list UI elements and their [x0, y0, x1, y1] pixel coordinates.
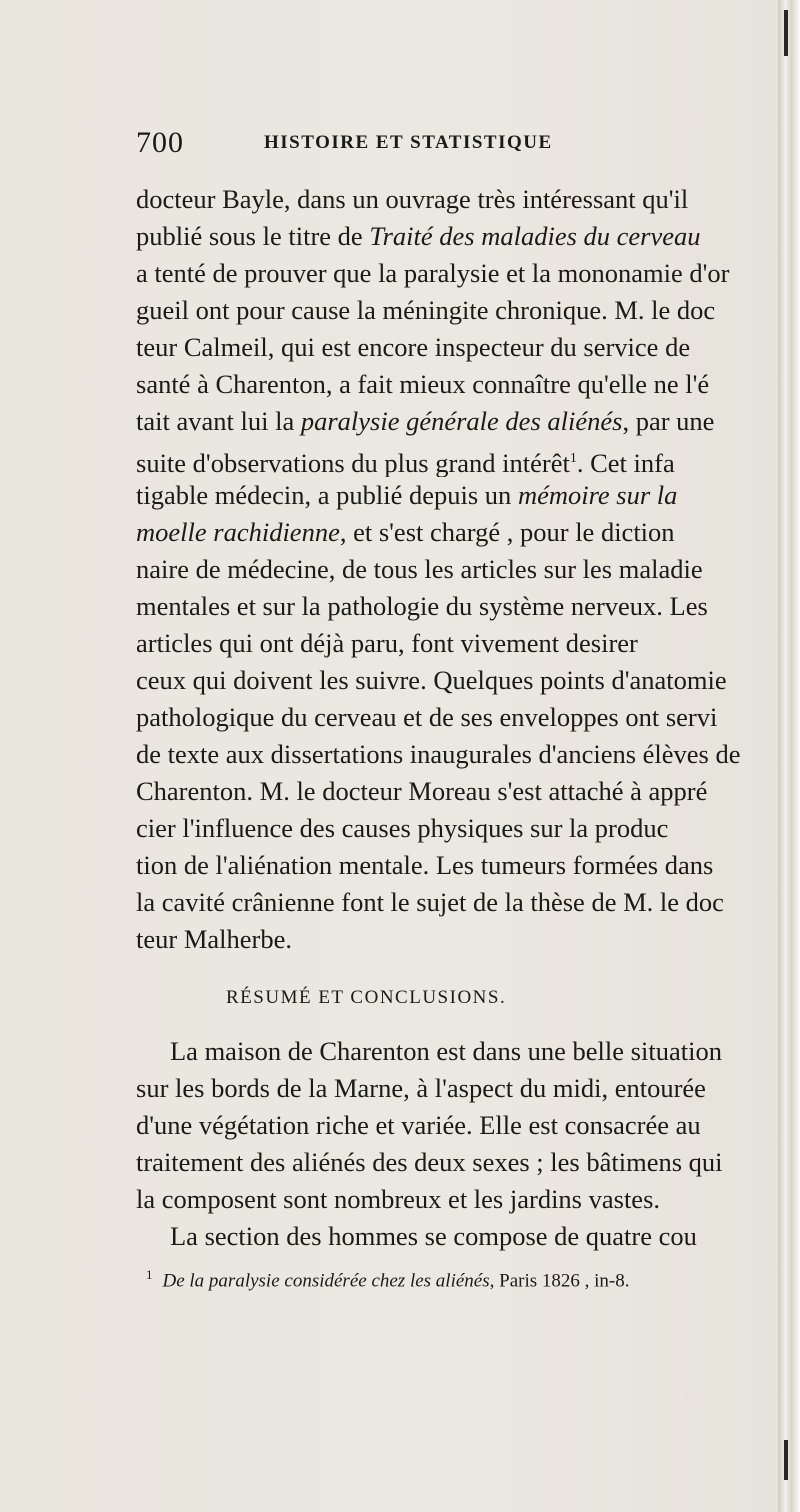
- text-line: tion de l'aliénation mentale. Les tumeurs formées dans: [136, 850, 714, 880]
- text-line: publié sous le titre de Traité des maladies du cerveau: [136, 221, 701, 251]
- text-line: La section des hommes se compose de quatre cou: [170, 1221, 697, 1251]
- page-edge: [778, 0, 800, 1512]
- text-line: La maison de Charenton est dans une belle situation: [170, 1036, 722, 1066]
- text-line: de texte aux dissertations inaugurales d'anciens élèves de: [136, 739, 741, 769]
- text-line: moelle rachidienne, et s'est chargé , pour le diction: [136, 517, 675, 547]
- footnote-rest: , Paris 1826 , in-8.: [489, 1270, 630, 1292]
- text-line: sur les bords de la Marne, à l'aspect du midi, entourée: [136, 1073, 706, 1103]
- page-number: 700: [136, 126, 184, 159]
- book-title: mémoire sur la: [517, 480, 678, 510]
- text-line: suite d'observations du plus grand intérêt$^1$. Cet infa: [136, 447, 675, 477]
- book-title: moelle rachidienne: [136, 517, 340, 547]
- book-title: paralysie générale des aliénés: [300, 406, 623, 436]
- text-line: tigable médecin, a publié depuis un mémoire sur la: [136, 480, 678, 510]
- page-header: [136, 126, 736, 166]
- text-line: cier l'influence des causes physiques sur la produc: [136, 813, 669, 843]
- text-line: gueil ont pour cause la méningite chronique. M. le doc: [136, 295, 716, 325]
- text-line: articles qui ont déjà paru, font vivement desirer: [136, 628, 638, 658]
- text-line: Charenton. M. le docteur Moreau s'est attaché à appré: [136, 776, 708, 806]
- text-line: tait avant lui la paralysie générale des aliénés, par une: [136, 406, 715, 436]
- text-line: santé à Charenton, a fait mieux connaître qu'elle ne l'é: [136, 369, 710, 399]
- text-line: ceux qui doivent les suivre. Quelques points d'anatomie: [136, 665, 727, 695]
- book-title: Traité des maladies du cerveau: [369, 221, 701, 251]
- edge-mark: [784, 10, 788, 56]
- text-line: naire de médecine, de tous les articles sur les maladie: [136, 554, 703, 584]
- text-line: teur Calmeil, qui est encore inspecteur du service de: [136, 332, 691, 362]
- footnote: [146, 1262, 776, 1294]
- text-line: pathologique du cerveau et de ses enveloppes ont servi: [136, 702, 718, 732]
- footnote-ref: 1: [569, 451, 577, 466]
- footnote-mark: 1: [146, 1267, 153, 1282]
- text-line: a tenté de prouver que la paralysie et la mononamie d'or: [136, 258, 730, 288]
- text-line: la cavité crânienne font le sujet de la thèse de M. le doc: [136, 887, 724, 917]
- text-line: traitement des aliénés des deux sexes ; les bâtimens qui: [136, 1147, 723, 1177]
- edge-mark: [784, 1440, 788, 1480]
- running-title: HISTOIRE ET STATISTIQUE: [264, 132, 553, 153]
- text-line: d'une végétation riche et variée. Elle est consacrée au: [136, 1110, 701, 1140]
- text-line: mentales et sur la pathologie du système nerveux. Les: [136, 591, 708, 621]
- section-heading: RÉSUMÉ ET CONCLUSIONS.: [226, 987, 507, 1008]
- text-line: teur Malherbe.: [136, 924, 292, 954]
- text-line: docteur Bayle, dans un ouvrage très intéressant qu'il: [136, 184, 689, 214]
- text-line: la composent sont nombreux et les jardins vastes.: [136, 1184, 661, 1214]
- footnote-title: De la paralysie considérée chez les aliénés: [162, 1270, 490, 1292]
